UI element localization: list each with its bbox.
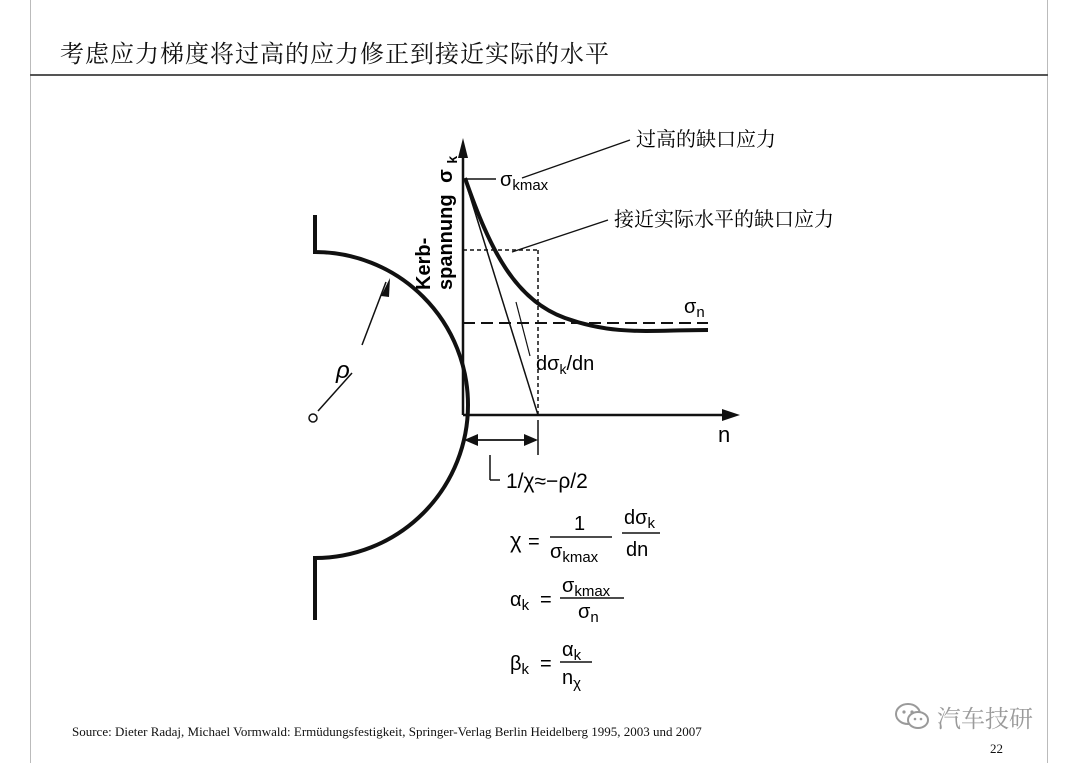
annotation-real-leader	[512, 220, 608, 252]
annotation-high-stress: 过高的缺口应力	[636, 127, 776, 151]
svg-text:dn: dn	[626, 539, 649, 561]
rho-label: ρ	[336, 357, 350, 384]
distance-arrowhead-right	[524, 434, 538, 446]
svg-text:βk: $\beta_k$	[510, 653, 530, 678]
svg-text:αk: $\alpha_k$	[562, 639, 582, 664]
stress-axis-label	[413, 156, 460, 290]
gradient-tangent-line	[465, 180, 538, 415]
svg-text:dσk: $d\sigma_k$	[624, 507, 655, 532]
svg-text:nχ: $n_\chi$	[562, 667, 581, 692]
svg-text:αk: $\alpha_k$	[510, 589, 530, 614]
formula-chi	[510, 507, 660, 566]
n-axis-arrowhead	[722, 409, 740, 421]
axis-label-line2: spannung	[435, 194, 457, 290]
svg-text:=: =	[540, 653, 552, 675]
axis-label-line1: Kerb-	[413, 237, 435, 290]
formula-alpha	[510, 575, 624, 626]
stress-axis-arrowhead	[458, 138, 468, 158]
axis-label-subscript: k	[444, 155, 460, 164]
page-number: 22	[990, 741, 1003, 756]
radius-arrow-upper	[362, 282, 386, 345]
watermark	[893, 698, 1033, 734]
source-citation: Source: Dieter Radaj, Michael Vormwald: Ermüdungsfestigkeit, Springer-Verlag Berlin Heidelberg 1995, 2003 und 2007	[72, 724, 702, 739]
svg-text:=: =	[528, 531, 540, 553]
notch-center-point	[309, 414, 317, 422]
svg-text:χ: χ	[510, 528, 522, 553]
gradient-leader	[516, 302, 530, 356]
annotation-real-stress: 接近实际水平的缺口应力	[614, 207, 834, 231]
notch-stress-curve	[465, 178, 708, 331]
annotation-high-leader	[522, 140, 630, 178]
axis-label-sigma: σ	[435, 169, 457, 183]
svg-text:σkmax: $\sigma_{kmax}$	[550, 541, 599, 566]
wechat-icon	[893, 701, 931, 731]
svg-text:Kerb-	[413, 238, 435, 290]
svg-text:=: =	[540, 589, 552, 611]
svg-text:1: 1	[574, 513, 586, 535]
n-axis-label: n	[718, 422, 731, 447]
gradient-label: $d\sigma_k/dn$	[536, 353, 595, 377]
sigma-n-label: $\sigma_n$	[684, 296, 705, 321]
watermark-text: 汽车技研	[937, 704, 1033, 733]
sigma-kmax-label: $\sigma_{kmax}$	[500, 169, 549, 194]
distance-label: 1/χ≈−ρ/2	[506, 470, 588, 493]
formula-beta	[510, 639, 592, 692]
radius-arrowhead	[381, 278, 390, 297]
svg-text:σkmax: $\sigma_{kmax}$	[562, 575, 611, 600]
slide-title: 考虑应力梯度将过高的应力修正到接近实际的水平	[60, 40, 610, 68]
svg-text:σn: $\sigma_n$	[578, 601, 599, 626]
svg-text:spannung σ k	[435, 156, 460, 290]
